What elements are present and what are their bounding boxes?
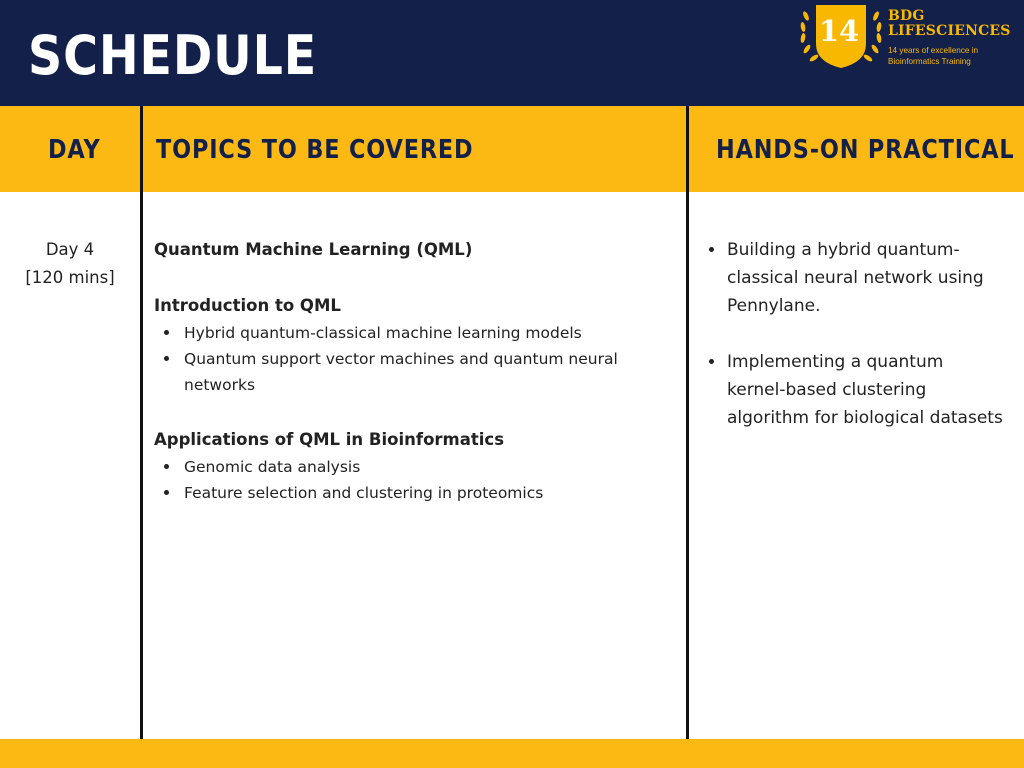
module-title: Quantum Machine Learning (QML) xyxy=(154,240,473,259)
column-header-practical xyxy=(688,106,1024,192)
practical-cell xyxy=(704,236,1004,460)
column-header-practical-label: HANDS-ON PRACTICAL xyxy=(716,135,1015,165)
brand-tagline-line1: 14 years of excellence in xyxy=(888,46,979,55)
list-item: Implementing a quantum kernel-based clustering algorithm for biological datasets xyxy=(704,348,1004,432)
topics-cell xyxy=(154,236,674,506)
section-title: Introduction to QML xyxy=(154,296,341,315)
brand-logo xyxy=(796,2,1022,70)
brand-name-line1: BDG xyxy=(888,8,925,24)
header-bar xyxy=(0,0,1024,106)
list-item: Genomic data analysis xyxy=(154,454,674,480)
column-header-day-label: DAY xyxy=(48,135,101,165)
list-item: Quantum support vector machines and quantum neural networks xyxy=(154,346,674,398)
column-header-topics xyxy=(141,106,688,192)
page-title: SCHEDULE xyxy=(28,24,318,87)
column-divider-left xyxy=(140,106,143,739)
column-divider-right xyxy=(686,106,689,739)
footer-bar xyxy=(0,739,1024,768)
section-title: Applications of QML in Bioinformatics xyxy=(154,430,505,449)
day-duration: [120 mins] xyxy=(25,268,115,287)
section-list xyxy=(154,320,674,398)
logo-number: 14 xyxy=(818,14,860,48)
day-cell xyxy=(0,236,140,292)
column-header-day xyxy=(0,106,141,192)
brand-tagline-line2: Bioinformatics Training xyxy=(888,57,971,66)
list-item: Feature selection and clustering in proteomics xyxy=(154,480,674,506)
column-header-topics-label: TOPICS TO BE COVERED xyxy=(156,135,474,165)
day-label: Day 4 xyxy=(45,240,95,259)
list-item: Hybrid quantum-classical machine learning models xyxy=(154,320,674,346)
brand-name-line2: LIFESCIENCES xyxy=(888,23,1011,39)
section-list xyxy=(154,454,674,506)
list-item: Building a hybrid quantum-classical neural network using Pennylane. xyxy=(704,236,1004,320)
practical-list xyxy=(704,236,1004,432)
